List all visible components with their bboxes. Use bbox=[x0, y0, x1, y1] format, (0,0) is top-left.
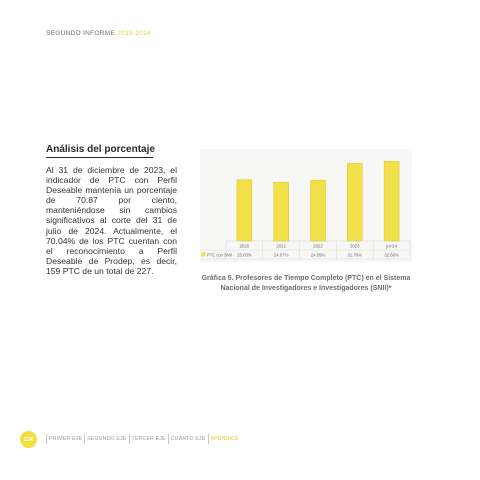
analysis-paragraph: Al 31 de diciembre de 2023, el indicador de PTC con Perfil Deseable mantenía un porcentaje de 70.87 por ciento, manteniéndose sin cambios significativos al corte del 31 de julio de 2024. Actualmente, el 70.04% de los PTC cuentan con el reconocimiento a Perfil Deseable de Prodep, es decir, 159 PTC de un total de 227. bbox=[46, 165, 177, 276]
value-label-jul-24: 32.60% bbox=[384, 252, 399, 258]
section-title-underline bbox=[46, 157, 153, 158]
value-label-2020: 25.03% bbox=[237, 252, 252, 258]
section-title: Análisis del porcentaje bbox=[46, 144, 155, 155]
footer-nav-item-segundo-eje[interactable]: SEGUNDO EJE bbox=[87, 436, 127, 442]
value-label-2022: 24.89% bbox=[310, 252, 326, 258]
legend-series-name: PTC con SNII bbox=[207, 252, 233, 258]
footer-nav-item-ap-ndice[interactable]: APÉNDICE bbox=[210, 436, 239, 442]
bar-jul-24 bbox=[384, 161, 399, 241]
bar-2023 bbox=[347, 163, 362, 241]
header-years: 2023-2024 bbox=[117, 30, 152, 37]
category-label-2020: 2020 bbox=[239, 243, 250, 249]
bar-2021 bbox=[274, 182, 289, 241]
bar-2022 bbox=[311, 180, 326, 241]
nav-separator bbox=[84, 434, 85, 444]
category-label-2021: 2021 bbox=[276, 243, 286, 249]
category-label-2023: 2023 bbox=[350, 243, 360, 249]
nav-separator bbox=[208, 434, 209, 444]
report-header bbox=[46, 30, 151, 37]
value-label-2021: 24.07% bbox=[273, 252, 289, 258]
footer-nav-item-primer-eje[interactable]: PRIMER EJE bbox=[49, 436, 83, 442]
page-number-badge: 224 bbox=[20, 431, 37, 448]
nav-separator bbox=[168, 434, 169, 444]
legend-swatch bbox=[202, 253, 206, 257]
bar-chart-svg bbox=[200, 149, 412, 262]
footer-section-nav bbox=[45, 434, 240, 444]
value-label-2023: 31.76% bbox=[347, 252, 363, 258]
snii-chart bbox=[200, 149, 412, 262]
category-label-jul-24: jul-24 bbox=[386, 243, 397, 249]
header-title: SEGUNDO INFORME bbox=[46, 30, 118, 37]
footer-nav-item-tercer-eje[interactable]: TERCER EJE bbox=[131, 436, 166, 442]
bar-2020 bbox=[237, 180, 252, 241]
category-label-2022: 2022 bbox=[313, 243, 323, 249]
nav-separator bbox=[46, 434, 47, 444]
nav-separator bbox=[129, 434, 130, 444]
footer-nav-item-cuarto-eje[interactable]: CUARTO EJE bbox=[170, 436, 206, 442]
chart-caption: Gráfica 5. Profesores de Tiempo Completo (PTC) en el Sistema Nacional de Investigadores e Investigadores (SNII)* bbox=[201, 275, 411, 292]
